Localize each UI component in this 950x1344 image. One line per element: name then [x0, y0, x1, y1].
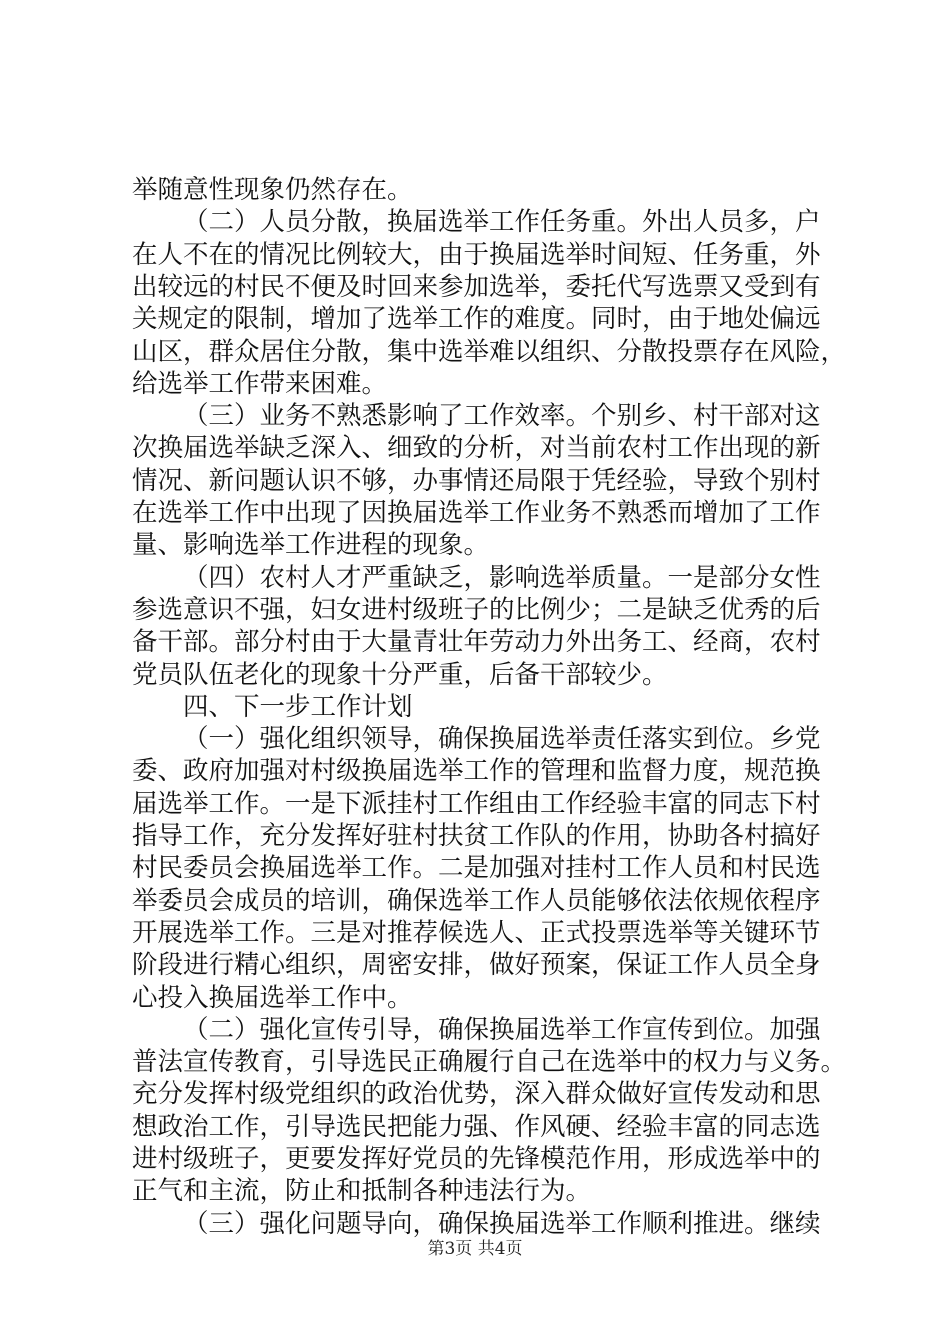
text-line: 普法宣传教育，引导选民正确履行自己在选举中的权力与义务。	[132, 1047, 847, 1078]
text-line: 山区，群众居住分散，集中选举难以组织、分散投票存在风险，	[132, 336, 847, 367]
text-line: （二）人员分散，换届选举工作任务重。外出人员多，户	[183, 207, 821, 238]
text-line: 指导工作，充分发挥好驻村扶贫工作队的作用，协助各村搞好	[132, 821, 821, 851]
text-line: 届选举工作。一是下派挂村工作组由工作经验丰富的同志下村	[132, 788, 821, 819]
text-line: 关规定的限制，增加了选举工作的难度。同时，由于地处偏远	[132, 304, 821, 335]
text-line: 在人不在的情况比例较大，由于换届选举时间短、任务重，外	[132, 239, 821, 270]
text-line: 阶段进行精心组织，周密安排，做好预案，保证工作人员全身	[132, 950, 821, 981]
text-line: （一）强化组织领导，确保换届选举责任落实到位。乡党	[183, 724, 821, 755]
text-line: 心投入换届选举工作中。	[132, 982, 413, 1013]
section-heading: 四、下一步工作计划	[183, 691, 413, 722]
text-line: （三）强化问题导向，确保换届选举工作顺利推进。继续	[183, 1208, 821, 1239]
text-line: 次换届选举缺乏深入、细致的分析，对当前农村工作出现的新	[132, 433, 821, 464]
text-line: 村民委员会换届选举工作。二是加强对挂村工作人员和村民选	[132, 853, 821, 884]
text-line: 给选举工作带来困难。	[132, 368, 388, 399]
text-line: 进村级班子，更要发挥好党员的先锋模范作用，形成选举中的	[132, 1144, 821, 1174]
text-line: （三）业务不熟悉影响了工作效率。个别乡、村干部对这	[183, 401, 821, 432]
text-line: （二）强化宣传引导，确保换届选举工作宣传到位。加强	[183, 1014, 821, 1045]
text-line: 党员队伍老化的现象十分严重，后备干部较少。	[132, 659, 668, 690]
text-line: 委、政府加强对村级换届选举工作的管理和监督力度，规范换	[132, 756, 821, 787]
text-line: 备干部。部分村由于大量青壮年劳动力外出务工、经商，农村	[132, 627, 821, 658]
text-line: （四）农村人才严重缺乏，影响选举质量。一是部分女性	[183, 562, 821, 593]
text-line: 出较远的村民不便及时回来参加选举，委托代写选票又受到有	[132, 271, 821, 302]
text-line: 开展选举工作。三是对推荐候选人、正式投票选举等关键环节	[132, 917, 821, 948]
page-number-footer: 第3页 共4页	[427, 1239, 523, 1259]
text-line: 情况、新问题认识不够，办事情还局限于凭经验，导致个别村	[132, 465, 821, 496]
text-line: 充分发挥村级党组织的政治优势，深入群众做好宣传发动和思	[132, 1079, 821, 1110]
text-line: 想政治工作，引导选民把能力强、作风硬、经验丰富的同志选	[132, 1111, 821, 1142]
text-line: 量、影响选举工作进程的现象。	[132, 530, 490, 561]
text-line: 参选意识不强，妇女进村级班子的比例少；二是缺乏优秀的后	[132, 594, 821, 625]
text-line: 举随意性现象仍然存在。	[132, 175, 413, 205]
text-line: 举委员会成员的培训，确保选举工作人员能够依法依规依程序	[132, 885, 821, 916]
text-line: 在选举工作中出现了因换届选举工作业务不熟悉而增加了工作	[132, 498, 821, 528]
text-line: 正气和主流，防止和抵制各种违法行为。	[132, 1176, 592, 1207]
